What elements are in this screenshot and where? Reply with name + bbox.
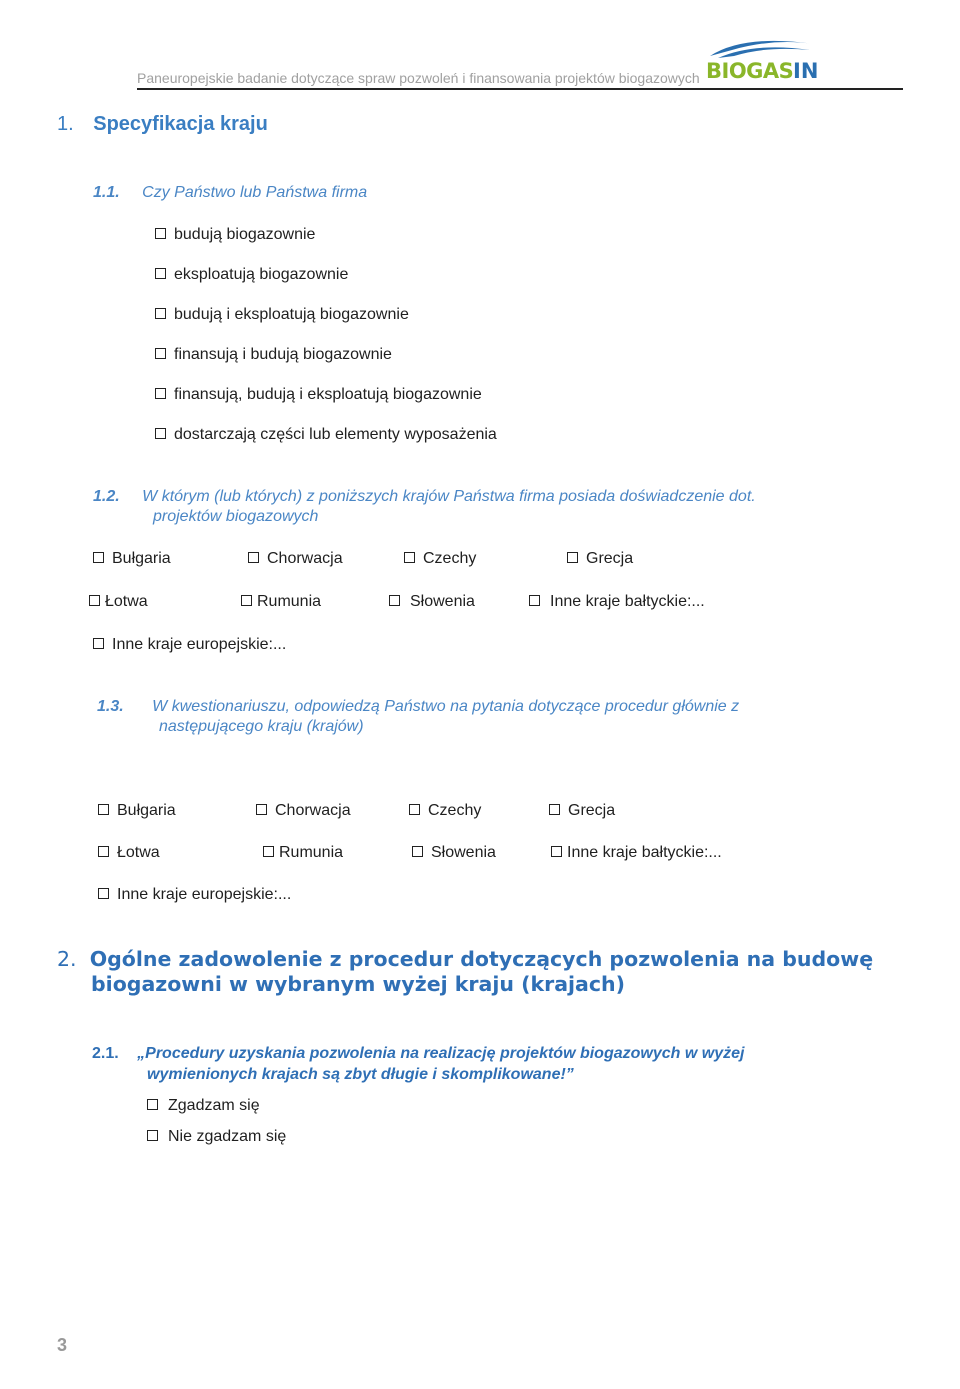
option-label: finansują i budują biogazownie <box>174 346 392 363</box>
checkbox[interactable] <box>147 1130 158 1141</box>
country-1-2-czechia[interactable] <box>404 550 476 568</box>
checkbox[interactable] <box>412 846 423 857</box>
checkbox[interactable] <box>389 595 400 606</box>
option-label: eksploatują biogazownie <box>174 266 349 283</box>
section2-title-cont: biogazowni w wybranym wyżej kraju (krajach) <box>91 972 626 996</box>
checkbox[interactable] <box>549 804 560 815</box>
option-label: Grecja <box>586 550 634 567</box>
country-1-3-other-europe[interactable] <box>98 886 291 904</box>
checkbox[interactable] <box>147 1099 158 1110</box>
option-1-1-5[interactable] <box>155 386 482 404</box>
checkbox[interactable] <box>155 348 166 359</box>
page-number: 3 <box>57 1335 68 1355</box>
option-label: budują i eksploatują biogazownie <box>174 306 409 323</box>
question-1-3 <box>97 698 739 716</box>
checkbox[interactable] <box>98 888 109 899</box>
checkbox[interactable] <box>155 228 166 239</box>
question-1-2-text-cont: projektów biogazowych <box>153 508 319 525</box>
option-1-1-1[interactable] <box>155 226 315 244</box>
question-2-1-text-cont: wymienionych krajach są zbyt długie i skomplikowane!” <box>147 1066 574 1083</box>
option-label: Chorwacja <box>275 802 351 819</box>
country-1-3-greece[interactable] <box>549 802 615 820</box>
country-1-2-croatia[interactable] <box>248 550 343 568</box>
question-1-2-text: W którym (lub których) z poniższych krajów Państwa firma posiada doświadczenie dot. <box>142 488 756 505</box>
country-1-2-bulgaria[interactable] <box>93 550 171 568</box>
question-1-2 <box>93 488 756 506</box>
country-1-3-latvia[interactable] <box>98 844 160 862</box>
option-1-1-3[interactable] <box>155 306 409 324</box>
checkbox[interactable] <box>409 804 420 815</box>
option-label: Inne kraje bałtyckie:... <box>567 844 722 861</box>
country-1-2-latvia[interactable] <box>89 593 148 611</box>
option-label: Grecja <box>568 802 616 819</box>
option-label: Czechy <box>423 550 477 567</box>
header-divider <box>137 88 903 90</box>
country-1-3-bulgaria[interactable] <box>98 802 176 820</box>
checkbox[interactable] <box>263 846 274 857</box>
checkbox[interactable] <box>248 552 259 563</box>
option-label: Inne kraje bałtyckie:... <box>550 593 705 610</box>
section1-number: 1. <box>57 113 74 135</box>
country-1-2-other-baltic[interactable] <box>529 593 705 611</box>
option-1-1-6[interactable] <box>155 426 497 444</box>
checkbox[interactable] <box>404 552 415 563</box>
option-label: dostarczają części lub elementy wyposażenia <box>174 426 497 443</box>
checkbox[interactable] <box>98 804 109 815</box>
checkbox[interactable] <box>529 595 540 606</box>
checkbox[interactable] <box>241 595 252 606</box>
question-1-3-number: 1.3. <box>97 698 124 715</box>
question-2-1 <box>92 1045 744 1063</box>
checkbox[interactable] <box>98 846 109 857</box>
option-label: Rumunia <box>279 844 344 861</box>
checkbox[interactable] <box>93 638 104 649</box>
option-label: Chorwacja <box>267 550 343 567</box>
question-1-1 <box>93 184 367 202</box>
checkbox[interactable] <box>551 846 562 857</box>
option-label: Inne kraje europejskie:... <box>117 886 292 903</box>
question-1-1-number: 1.1. <box>93 184 120 201</box>
option-1-1-4[interactable] <box>155 346 392 364</box>
country-1-3-croatia[interactable] <box>256 802 351 820</box>
checkbox[interactable] <box>155 428 166 439</box>
checkbox[interactable] <box>567 552 578 563</box>
option-label: Bułgaria <box>117 802 176 819</box>
option-label: Łotwa <box>105 593 148 610</box>
checkbox[interactable] <box>256 804 267 815</box>
section2-heading <box>57 947 873 971</box>
option-label: Zgadzam się <box>168 1097 260 1114</box>
svg-text:IN: IN <box>793 59 819 82</box>
option-label: Rumunia <box>257 593 322 610</box>
option-label: Nie zgadzam się <box>168 1128 287 1145</box>
section1-title: Specyfikacja kraju <box>93 113 268 135</box>
checkbox[interactable] <box>155 268 166 279</box>
option-label: Bułgaria <box>112 550 171 567</box>
option-disagree[interactable] <box>147 1128 286 1146</box>
header-title: Paneuropejskie badanie dotyczące spraw pozwoleń i finansowania projektów biogazowych <box>137 70 700 86</box>
country-1-3-czechia[interactable] <box>409 802 481 820</box>
question-2-1-number: 2.1. <box>92 1045 119 1062</box>
section2-title: Ogólne zadowolenie z procedur dotyczących pozwolenia na budowę <box>89 947 874 971</box>
checkbox[interactable] <box>155 308 166 319</box>
question-2-1-text: „Procedury uzyskania pozwolenia na realizację projektów biogazowych w wyżej <box>137 1045 745 1062</box>
section2-number: 2. <box>57 947 77 971</box>
country-1-2-slovenia[interactable] <box>389 593 475 611</box>
option-label: Słowenia <box>431 844 496 861</box>
question-1-1-text: Czy Państwo lub Państwa firma <box>142 184 368 201</box>
svg-text:BIOGAS: BIOGAS <box>706 59 794 82</box>
option-agree[interactable] <box>147 1097 260 1115</box>
question-1-3-text-cont: następującego kraju (krajów) <box>159 718 364 735</box>
country-1-2-other-europe[interactable] <box>93 636 286 654</box>
option-label: Słowenia <box>410 593 475 610</box>
country-1-3-romania[interactable] <box>263 844 343 862</box>
option-1-1-2[interactable] <box>155 266 348 284</box>
option-label: finansują, budują i eksploatują biogazownie <box>174 386 482 403</box>
biogasin-logo <box>704 36 822 82</box>
checkbox[interactable] <box>155 388 166 399</box>
checkbox[interactable] <box>93 552 104 563</box>
country-1-3-other-baltic[interactable] <box>551 844 722 862</box>
question-1-2-number: 1.2. <box>93 488 120 505</box>
section1-heading <box>57 113 268 136</box>
country-1-2-greece[interactable] <box>567 550 633 568</box>
option-label: Czechy <box>428 802 482 819</box>
checkbox[interactable] <box>89 595 100 606</box>
country-1-2-romania[interactable] <box>241 593 321 611</box>
option-label: Inne kraje europejskie:... <box>112 636 287 653</box>
country-1-3-slovenia[interactable] <box>412 844 496 862</box>
option-label: Łotwa <box>117 844 160 861</box>
option-label: budują biogazownie <box>174 226 316 243</box>
question-1-3-text: W kwestionariuszu, odpowiedzą Państwo na pytania dotyczące procedur głównie z <box>152 698 740 715</box>
